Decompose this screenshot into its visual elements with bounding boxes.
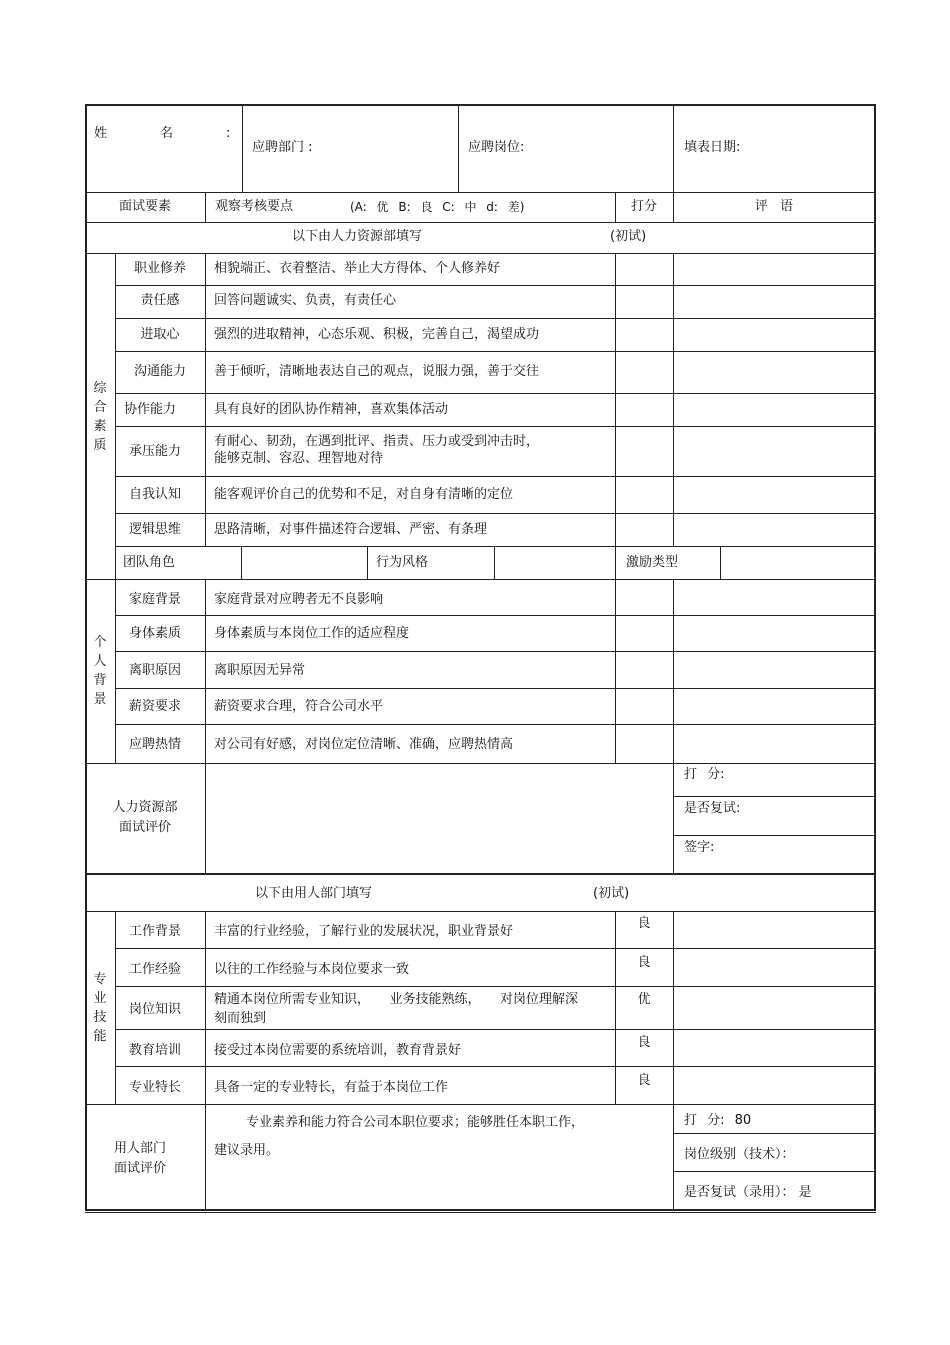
rule: [673, 104, 674, 192]
rating-scale: (A: 优 B: 良 C: 中 d: 差): [350, 200, 525, 214]
rule: [115, 351, 875, 352]
rule: [494, 546, 495, 579]
factor-description: 能够克制、容忍、理智地对待: [214, 451, 384, 466]
rule: [115, 688, 875, 689]
factor-label: 进取心: [140, 327, 180, 342]
factor-label: 沟通能力: [133, 364, 186, 379]
rule: [458, 104, 459, 192]
rule: [115, 724, 875, 725]
rule: [205, 579, 206, 874]
rule: [241, 546, 242, 579]
dept-eval-text: 专业素养和能力符合公司本职位要求；能够胜任本职工作，: [246, 1115, 585, 1130]
rule: [615, 579, 616, 763]
team-role-label: 团队角色: [123, 555, 176, 570]
hr-score-label: 打 分:: [684, 767, 725, 782]
rule: [85, 911, 875, 912]
factor-description: 相貌端正、衣着整洁、举止大方得体、个人修养好: [214, 261, 501, 276]
position-label: 应聘岗位:: [468, 140, 525, 155]
rule: [85, 579, 875, 580]
score-value: 良: [637, 916, 651, 931]
dept-score-label: [684, 1113, 751, 1129]
factor-description: 刻而独到: [214, 1011, 267, 1026]
rule: [615, 546, 616, 579]
rule: [115, 546, 875, 547]
rule: [115, 1066, 875, 1067]
rule: [85, 873, 875, 875]
factor-label: 工作经验: [128, 962, 181, 977]
score-header: 打分: [630, 199, 657, 214]
factor-description: 能客观评价自己的优势和不足，对自身有清晰的定位: [214, 487, 514, 502]
factor-description: 思路清晰，对事件描述符合逻辑、严密、有条理: [214, 522, 488, 537]
rule: [85, 192, 875, 193]
dept-score-value: 80: [734, 1113, 752, 1128]
rule: [115, 651, 875, 652]
dept-section-banner: 以下由用人部门填写: [255, 886, 373, 901]
dept-score-label-text: 打 分:: [684, 1113, 725, 1128]
factor-description: 具备一定的专业特长，有益于本岗位工作: [214, 1080, 449, 1095]
rule: [205, 192, 206, 222]
dept-retest-value: 是: [798, 1185, 812, 1200]
factor-label: 岗位知识: [128, 1002, 181, 1017]
factor-label: 职业修养: [133, 261, 186, 276]
factor-description: 薪资要求合理，符合公司水平: [214, 699, 384, 714]
dept-retest-label: [684, 1185, 812, 1201]
factor-description: 善于倾听，清晰地表达自己的观点，说服力强，善于交往: [214, 364, 540, 379]
rule: [673, 835, 875, 836]
factor-label: 身体素质: [128, 626, 181, 641]
factor-description: 接受过本岗位需要的系统培训，教育背景好: [214, 1043, 462, 1058]
rule: [85, 763, 875, 764]
score-value: 良: [637, 1035, 651, 1050]
dept-eval-label: 用人部门: [113, 1141, 166, 1156]
factor-description: 强烈的进取精神，心态乐观、积极，完善自己，渴望成功: [214, 327, 540, 342]
factor-label: 协作能力: [123, 402, 176, 417]
comment-header: 评 语: [754, 199, 794, 214]
factor-label: 逻辑思维: [128, 522, 181, 537]
rule: [85, 253, 875, 254]
factor-label: 工作背景: [128, 924, 181, 939]
rule: [205, 911, 206, 1211]
rule: [673, 1171, 875, 1172]
dept-section-stage: (初试): [593, 886, 630, 901]
dept-eval-label: 面试评价: [113, 1161, 166, 1176]
dept-retest-label-text: 是否复试（录用）：: [684, 1185, 795, 1200]
rule: [115, 513, 875, 514]
rule: [673, 911, 674, 1211]
factor-description: 丰富的行业经验，了解行业的发展状况，职业背景好: [214, 924, 514, 939]
factor-description: 身体素质与本岗位工作的适应程度: [214, 626, 410, 641]
factor-description: 对公司有好感，对岗位定位清晰、准确，应聘热情高: [214, 737, 514, 752]
motivation-type-label: 激励类型: [626, 555, 679, 570]
group-comprehensive-label: 综合素质: [93, 381, 107, 453]
rule: [673, 579, 674, 874]
rule: [673, 1133, 875, 1134]
hr-section-stage: (初试): [610, 229, 647, 244]
factor-header: 面试要素: [118, 199, 171, 214]
factor-label: 薪资要求: [128, 699, 181, 714]
factor-label: 承压能力: [128, 444, 181, 459]
factor-description: 离职原因无异常: [214, 663, 306, 678]
rule: [720, 546, 721, 579]
rule: [115, 476, 875, 477]
rule: [615, 253, 616, 546]
rule: [115, 986, 875, 987]
factor-label: 责任感: [140, 293, 180, 308]
behavior-style-label: 行为风格: [376, 555, 429, 570]
hr-eval-label: 面试评价: [118, 820, 171, 835]
factor-description: 以往的工作经验与本岗位要求一致: [214, 962, 410, 977]
rule: [115, 1029, 875, 1030]
rule: [85, 1212, 876, 1213]
rule: [115, 318, 875, 319]
rule: [115, 615, 875, 616]
group-skills-label: 专业技能: [93, 972, 107, 1044]
factor-label: 专业特长: [128, 1080, 181, 1095]
score-value: 良: [637, 955, 651, 970]
dept-eval-text: 建议录用。: [214, 1143, 280, 1158]
score-value: 良: [637, 1073, 651, 1088]
factor-description: 精通本岗位所需专业知识， 业务技能熟练， 对岗位理解深: [214, 992, 579, 1007]
rule: [673, 796, 875, 797]
factor-label: 家庭背景: [128, 592, 181, 607]
rule: [115, 426, 875, 427]
group-background-label: 个人背景: [93, 635, 107, 707]
factor-description: 有耐心、韧劲，在遇到批评、指责、压力或受到冲击时，: [214, 434, 540, 449]
factor-label: 应聘热情: [128, 737, 181, 752]
hr-section-banner: 以下由人力资源部填写: [292, 229, 423, 244]
points-header: 观察考核要点: [215, 199, 294, 214]
factor-label: 教育培训: [128, 1043, 181, 1058]
factor-label: 离职原因: [128, 663, 181, 678]
date-label: 填表日期:: [684, 140, 741, 155]
hr-eval-label: 人力资源部: [112, 800, 178, 815]
rule: [115, 393, 875, 394]
interview-evaluation-form: 姓 名 : 应聘部门 : 应聘岗位: 填表日期: 面试要素 观察考核要点 (A: 优 B: 良 C: 中 d: 差) 打分 评 语 以下由人力资源部填写 (初试) 综合素质 职业修养 相貌端正、衣着整洁、举止大方得体、个人修养好 责任感 回答问题诚实、负责，有责任心 进取心 强烈的进取精神，心态乐观、积极，完善自己，渴望成功 沟通能力 善于倾听，清晰地表达自己的观点，说服力强，善于交往 协作能力 具有良好的团队协作精神，喜欢集体活动 承压能力 有耐心、韧劲，在遇到批评、指责、压力或受到冲击时， 能够克制、容忍、理智地对待 自我认知 能客观评价自己的优势和不足，对自身有清晰的定位 逻辑思维 思路清晰，对事件描述符合逻辑、严密、有条理 团队角色 行为风格 激励类型 个人背景 家庭背景 家庭背景对应聘者无不良影响 身体素质 身体素质与本岗位工作的适应程度 离职原因 离职原因无异常 薪资要求 薪资要求合理，符合公司水平 应聘热情 对公司有好感，对岗位定位清晰、准确，应聘热情高 人力资源部 面试评价 打 分: 是否复试: 签字: 以下由用人部门填写 (初试) 专业技能 工作背景 丰富的行业经验，了解行业的发展状况，职业背景好 良 工作经验 以往的工作经验与本岗位要求一致 良 岗位知识 精通本岗位所需专业知识， 业务技能熟练， 对岗位理解深 刻而独到 优 教育培训 接受过本岗位需要的系统培训，教育背景好 良 专业特长 具备一定的专业特长，有益于本岗位工作 良 用人部门 面试评价 专业素养和能力符合公司本职位要求；能够胜任本职工作， 建议录用。 打 分: 80 岗位级别（技术）： 是否复试（录用）： 是: [0, 0, 950, 1345]
rule: [205, 253, 206, 546]
rule: [115, 285, 875, 286]
rule: [673, 253, 674, 546]
factor-description: 回答问题诚实、负责，有责任心: [214, 293, 397, 308]
rule: [367, 546, 368, 579]
hr-retest-label: 是否复试:: [684, 801, 741, 816]
factor-description: 具有良好的团队协作精神，喜欢集体活动: [214, 402, 449, 417]
hr-signature-label: 签字:: [684, 840, 715, 855]
job-level-label: 岗位级别（技术）：: [684, 1147, 795, 1162]
rule: [85, 1104, 875, 1105]
rule: [242, 104, 243, 192]
rule: [115, 948, 875, 949]
rule: [85, 222, 875, 223]
factor-description: 家庭背景对应聘者无不良影响: [214, 592, 384, 607]
factor-label: 自我认知: [128, 487, 181, 502]
score-value: 优: [637, 992, 651, 1007]
department-label: 应聘部门 :: [252, 140, 313, 155]
